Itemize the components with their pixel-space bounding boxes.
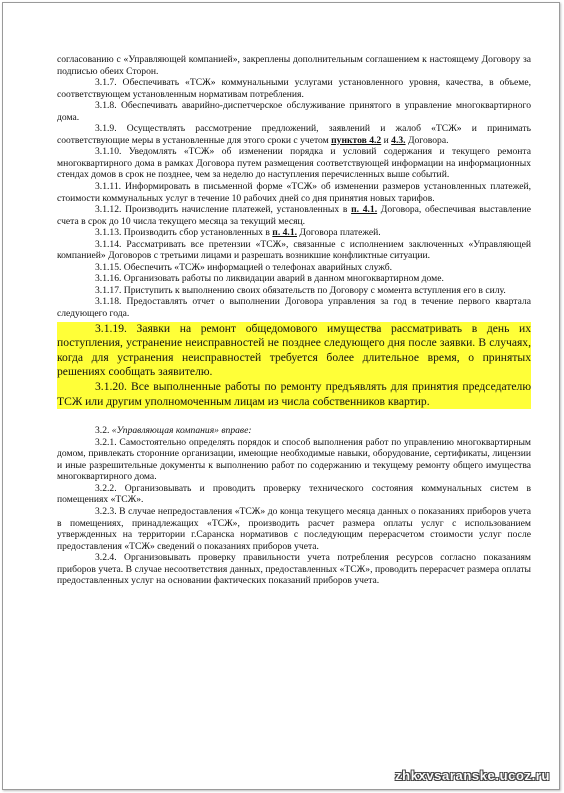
clause-3-1-16: 3.1.16. Организовать работы по ликвидации аварий в данном многоквартирном доме.	[95, 273, 444, 285]
clause-3-1-11: 3.1.11. Информировать в письменной форме «ТСЖ» об изменении размеров установленных платежей, стоимости коммунальных услуг в течение 10 рабочих дней со дня принятия новых тарифов.	[57, 181, 531, 204]
clause-3-1-9-ref-4-3: 4.3.	[391, 134, 406, 146]
clause-3-1-12-tail: Договора, обеспечивая выставление счета в срок до 10 числа текущего месяца за текущий месяц.	[57, 204, 531, 227]
clause-3-1-13	[57, 227, 531, 239]
clause-3-1-18: 3.1.18. Предоставлять отчет о выполнении Договора управления за год в течение первого квартала следующего года.	[57, 296, 531, 320]
clause-3-1-9-tail: Договора.	[405, 134, 449, 146]
clause-3-1-9	[57, 123, 531, 146]
clause-3-1-9-ref-4-2: пунктов 4.2	[331, 134, 382, 146]
document-page	[57, 54, 531, 587]
clause-3-1-7: 3.1.7. Обеспечивать «ТСЖ» коммунальными услугами установленного уровня, качества, в объеме, соответствующем установленным нормативам потребления.	[57, 77, 531, 100]
intro-paragraph: согласованию с «Управляющей компанией», закреплены дополнительным соглашением к настоящему Договору за подписью обеих Сторон.	[57, 54, 531, 77]
clause-3-1-12-ref: п. 4.1.	[351, 204, 378, 216]
clause-3-1-17: 3.1.17. Приступить к выполнению своих обязательств по Договору с момента вступления его в силу.	[95, 284, 506, 296]
clause-3-1-20: 3.1.20. Все выполненные работы по ремонту предъявлять для принятия председателю ТСЖ или другим уполномоченным лицам из числа собственников квартир.	[57, 379, 531, 408]
clause-3-2-4: 3.2.4. Организовывать проверку правильности учета потребления ресурсов согласно показаниям приборов учета. В случае несоответствия данных, предоставленных «ТСЖ», проводить перерасчет размера оплаты предоставленных услуг на основании фактических показаний приборов учета.	[57, 552, 531, 587]
clause-3-1-10: 3.1.10. Уведомлять «ТСЖ» об изменении порядка и условий содержания и текущего ремонта многоквартирного дома в рамках Договора путем размещения соответствующей информации на информационных стендах домов в срок не позднее, чем за неделю до наступления перечисленных выше событий.	[57, 146, 531, 181]
highlighted-block	[57, 322, 531, 410]
clause-3-1-8: 3.1.8. Обеспечивать аварийно-диспетчерское обслуживание принятого в управление многоквартирного дома.	[57, 100, 531, 123]
section-3-2-number: 3.2.	[95, 425, 112, 437]
clause-3-1-9-and: и	[381, 134, 392, 146]
clause-3-1-12-text: 3.1.12. Производить начисление платежей, установленных в	[95, 204, 352, 216]
clause-3-1-19: 3.1.19. Заявки на ремонт общедомового имущества рассматривать в день их поступления, устранение неисправностей не позднее следующего дня после заявки. В случаях, когда для устранения неисправностей требуется более длительное время, о принятых решениях сообщать заявителю.	[57, 321, 531, 379]
section-3-2-heading	[57, 425, 531, 437]
clause-3-1-15: 3.1.15. Обеспечить «ТСЖ» информацией о телефонах аварийных служб.	[95, 261, 393, 273]
section-3-2-title: «Управляющая компания» вправе:	[111, 425, 252, 437]
clause-3-2-2: 3.2.2. Организовывать и проводить проверку технического состояния коммунальных систем в помещениях «ТСЖ».	[57, 482, 531, 506]
clause-3-1-13-tail: Договора платежей.	[297, 227, 381, 239]
site-watermark: zhkxvsaranske.ucoz.ru	[395, 768, 550, 783]
clause-3-1-14: 3.1.14. Рассматривать все претензии «ТСЖ», связанные с исполнением заключенных «Управляющей компанией» Договоров с третьими лицами и разрешать возникшие конфликтные ситуации.	[57, 238, 531, 262]
clause-3-1-13-ref: п. 4.1.	[272, 227, 298, 239]
clause-3-1-12	[57, 204, 531, 227]
clause-3-2-1: 3.2.1. Самостоятельно определять порядок и способ выполнения работ по управлению многоквартирным домом, привлекать сторонние организации, имеющие необходимые навыки, оборудование, сертификаты, лицензии и иные разрешительные документы к выполнению работ по содержанию и текущему ремонту общего имущества многоквартирного дома.	[57, 436, 531, 483]
clause-3-2-3: 3.2.3. В случае непредоставления «ТСЖ» до конца текущего месяца данных о показаниях приборов учета в помещениях, принадлежащих «ТСЖ», производить расчет размера оплаты услуг с использованием утвержденных на территории г.Саранска нормативов с последующим перерасчетом стоимости услуг после предоставления «ТСЖ» сведений о показаниях приборов учета.	[57, 505, 531, 552]
clause-3-1-13-text: 3.1.13. Производить сбор установленных в	[95, 227, 273, 239]
clause-3-1-9-text: 3.1.9. Осуществлять рассмотрение предложений, заявлений и жалоб «ТСЖ» и принимать соответствующие меры в установленные для этого сроки с учетом	[57, 123, 531, 146]
